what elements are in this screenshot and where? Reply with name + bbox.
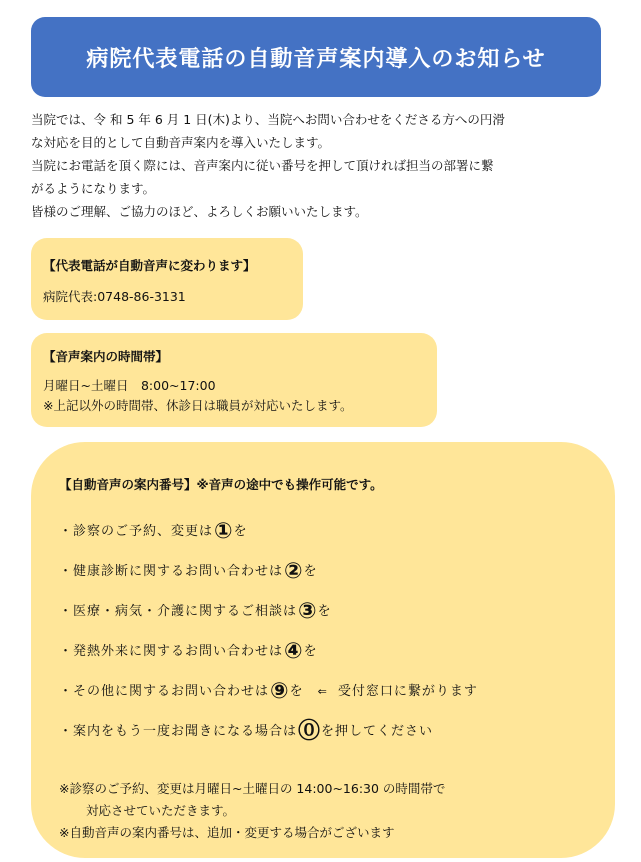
menu-number: ② xyxy=(284,559,303,584)
list-item xyxy=(59,632,615,672)
menu-item-text: ・医療・病気・介護に関するご相談は xyxy=(59,604,298,619)
list-item xyxy=(59,592,615,632)
intro-paragraph xyxy=(31,108,606,223)
intro-line: がるようになります。 xyxy=(31,181,156,196)
intro-line: 皆様のご理解、ご協力のほど、よろしくお願いいたします。 xyxy=(31,204,368,219)
menu-number: ③ xyxy=(298,599,317,624)
phone-box-heading: 【代表電話が自動音声に変わります】 xyxy=(43,258,256,273)
list-item xyxy=(59,552,615,592)
intro-line: 当院では、令 和 5 年 6 月 1 日(木)より、当院へお問い合わせをくださる方への円滑 xyxy=(31,112,505,127)
menu-item-suffix: を xyxy=(233,524,248,539)
list-item xyxy=(59,512,615,552)
hours-box xyxy=(31,333,437,427)
left-arrow-icon: ⇐ xyxy=(317,685,328,698)
menu-item-suffix: を押してください xyxy=(321,724,434,739)
menu-item-text: ・健康診断に関するお問い合わせは xyxy=(59,564,284,579)
title-banner xyxy=(31,17,601,97)
menu-number: ① xyxy=(214,519,233,544)
note-line: ※診察のご予約、変更は月曜日~土曜日の 14:00~16:30 の時間帯で xyxy=(59,781,446,796)
phone-number-box xyxy=(31,238,303,320)
menu-item-suffix: を xyxy=(303,644,318,659)
menu-item-suffix: を xyxy=(303,564,318,579)
menu-item-text: ・案内をもう一度お聞きになる場合は xyxy=(59,724,298,739)
note-line: 対応させていただきます。 xyxy=(86,803,236,818)
menu-box-heading: 【自動音声の案内番号】※音声の途中でも操作可能です。 xyxy=(59,477,383,492)
list-item xyxy=(59,712,615,752)
menu-item-text: ・発熱外来に関するお問い合わせは xyxy=(59,644,284,659)
intro-line: 当院にお電話を頂く際には、音声案内に従い番号を押して頂ければ担当の部署に繋 xyxy=(31,158,494,173)
menu-item-text: ・その他に関するお問い合わせは xyxy=(59,684,270,699)
hours-text: 月曜日~土曜日 8:00~17:00 xyxy=(43,378,216,393)
page-title: 病院代表電話の自動音声案内導入のお知らせ xyxy=(86,46,546,72)
menu-list xyxy=(59,512,615,752)
hours-note: ※上記以外の時間帯、休診日は職員が対応いたします。 xyxy=(43,398,353,413)
note-line: ※自動音声の案内番号は、追加・変更する場合がございます xyxy=(59,825,395,840)
menu-item-text: ・診察のご予約、変更は xyxy=(59,524,214,539)
menu-item-suffix: を xyxy=(317,604,332,619)
menu-number-box xyxy=(31,442,615,858)
phone-number-text: 病院代表:0748-86-3131 xyxy=(43,289,186,304)
menu-number: ⓪ xyxy=(298,719,321,744)
intro-line: な対応を目的として自動音声案内を導入いたします。 xyxy=(31,135,331,150)
hours-box-heading: 【音声案内の時間帯】 xyxy=(43,349,169,364)
menu-item-suffix: を xyxy=(289,684,304,699)
menu-item-extra: 受付窓口に繋がります xyxy=(337,684,478,699)
menu-number: ⑨ xyxy=(270,679,289,704)
menu-notes xyxy=(59,778,615,844)
list-item xyxy=(59,672,615,712)
menu-number: ④ xyxy=(284,639,303,664)
